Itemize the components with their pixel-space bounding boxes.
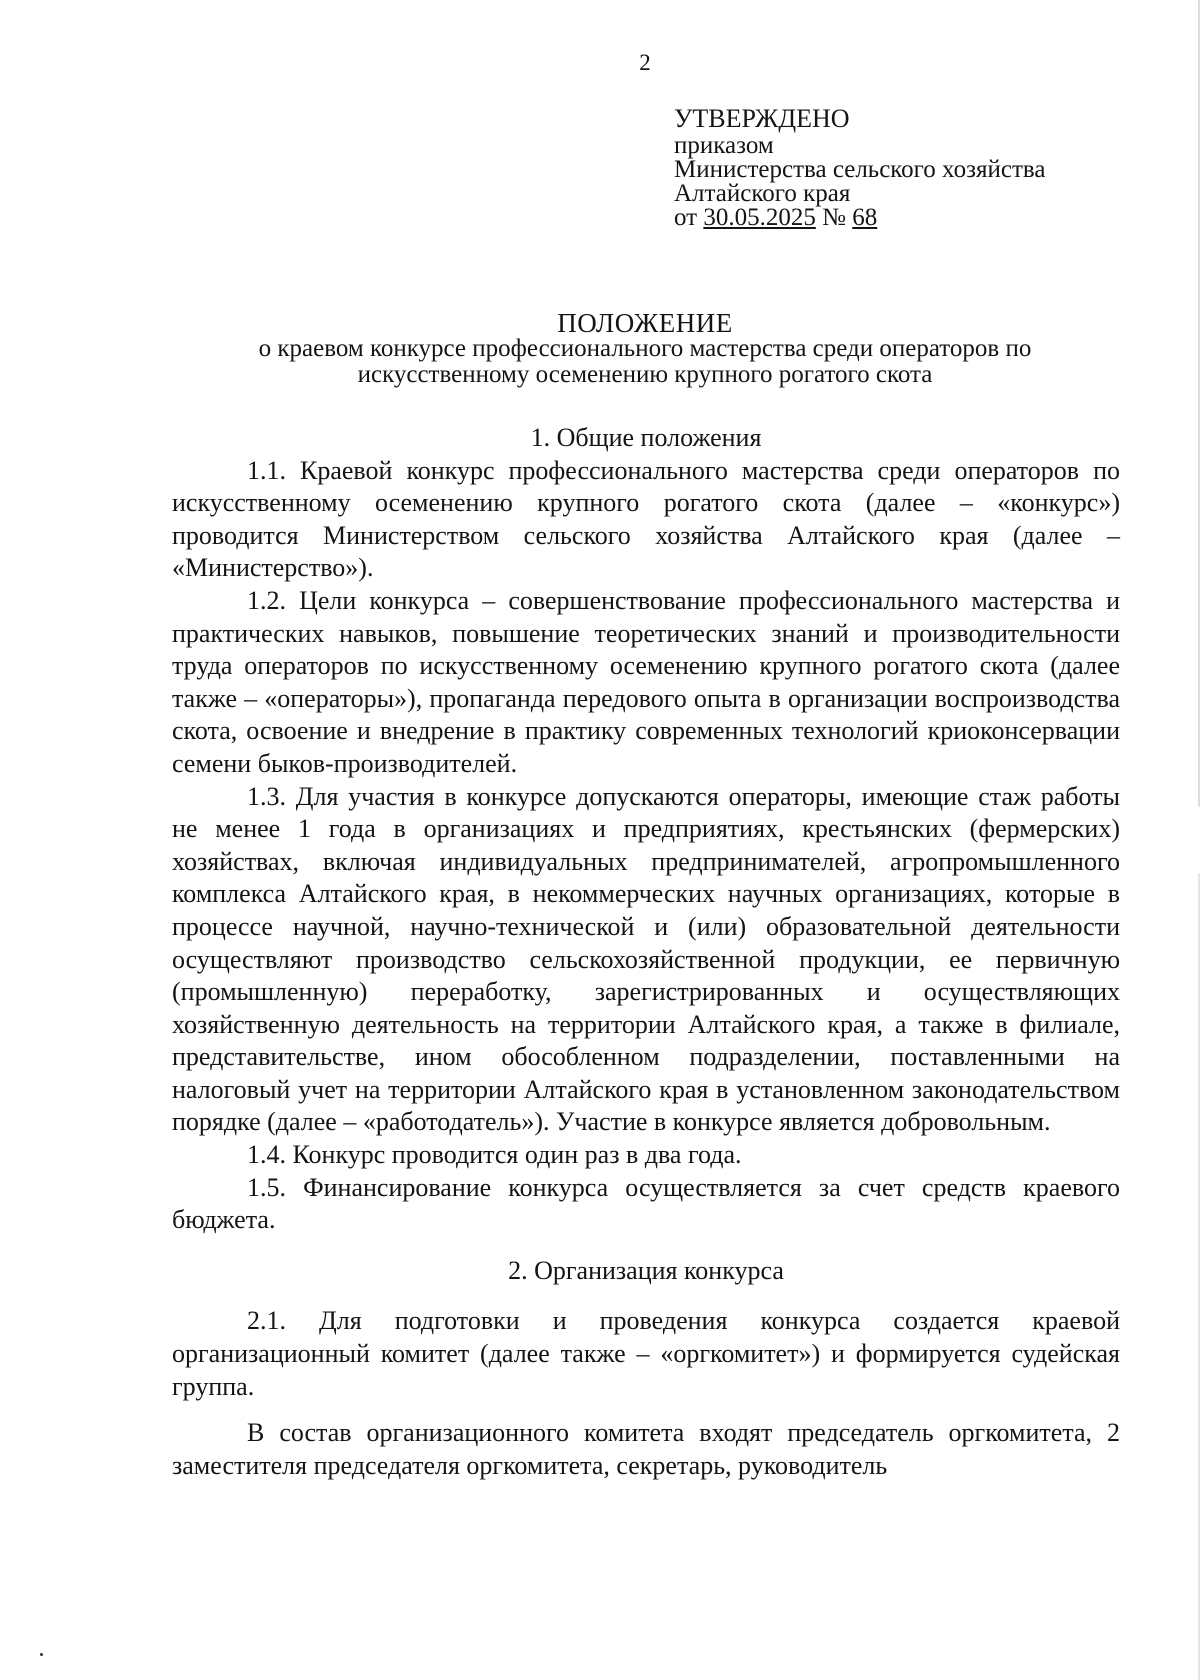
approval-ministry-line1: Министерства сельского хозяйства (674, 156, 1046, 183)
paragraph: 1.2. Цели конкурса – совершенствование профессионального мастерства и практических навыков, повышение теоретических знаний и производительности труда операторов по искусственному осеменению крупного рогатого скота (далее также – «операторы»), пропаганда передового опыта в организации воспроизводства скота, освоение и внедрение в практику современных технологий криоконсервации семени быков-производителей. (172, 585, 1120, 778)
paragraph: 2.1. Для подготовки и проведения конкурса создается краевой организационный комитет (далее также – «оргкомитет») и формируется судейская группа. (172, 1306, 1120, 1401)
section-heading: 2. Организация конкурса (508, 1255, 784, 1285)
approval-number: 68 (852, 204, 878, 231)
approval-date: 30.05.2025 (703, 204, 816, 231)
section-heading: 1. Общие положения (530, 423, 762, 452)
paragraph: В состав организационного комитета входят председатель оргкомитета, 2 заместителя председателя оргкомитета, секретарь, руководитель (172, 1418, 1120, 1480)
approval-stamp (674, 104, 1045, 230)
approval-date-line (674, 206, 1045, 230)
document-subtitle: о краевом конкурсе профессионального мастерства среди операторов по искусственному осеменению крупного рогатого скота (258, 335, 1032, 388)
approval-date-prefix: от (674, 204, 698, 231)
paragraph: 1.3. Для участия в конкурсе допускаются операторы, имеющие стаж работы не менее 1 года в организациях и предприятиях, крестьянских (фермерских) хозяйствах, включая индивидуальных предпринимателей, агропромышленного комплекса Алтайского края, в некоммерческих научных организациях, которые в процессе научной, научно-технической и (или) образовательной деятельности осуществляют производство сельскохозяйственной продукции, ее первичную (промышленную) переработку, зарегистрированных и осуществляющих хозяйственную деятельность на территории Алтайского края, а также в филиале, представительстве, ином обособленном подразделении, поставленными на налоговый учет на территории Алтайского края в установленном законодательством порядке (далее – «работодатель»). Участие в конкурсе является добровольным. (172, 781, 1120, 1137)
scan-speck (40, 1653, 43, 1656)
approval-number-sign: № (822, 204, 846, 231)
approval-by-order: приказом (674, 132, 774, 159)
page-number: 2 (639, 50, 651, 75)
paragraph: 1.4. Конкурс проводится один раз в два года. (247, 1140, 742, 1170)
approval-heading: УТВЕРЖДЕНО (674, 104, 850, 133)
document-body (172, 422, 1120, 1482)
paragraph: 1.5. Финансирование конкурса осуществляется за счет средств краевого бюджета. (172, 1172, 1120, 1235)
document-title: ПОЛОЖЕНИЕ (557, 308, 733, 338)
approval-ministry-line2: Алтайского края (674, 180, 851, 207)
paragraph: 1.1. Краевой конкурс профессионального мастерства среди операторов по искусственному осеменению крупного рогатого скота (далее – «конкурс») проводится Министерством сельского хозяйства Алтайского края (далее – «Министерство»). (172, 455, 1120, 583)
